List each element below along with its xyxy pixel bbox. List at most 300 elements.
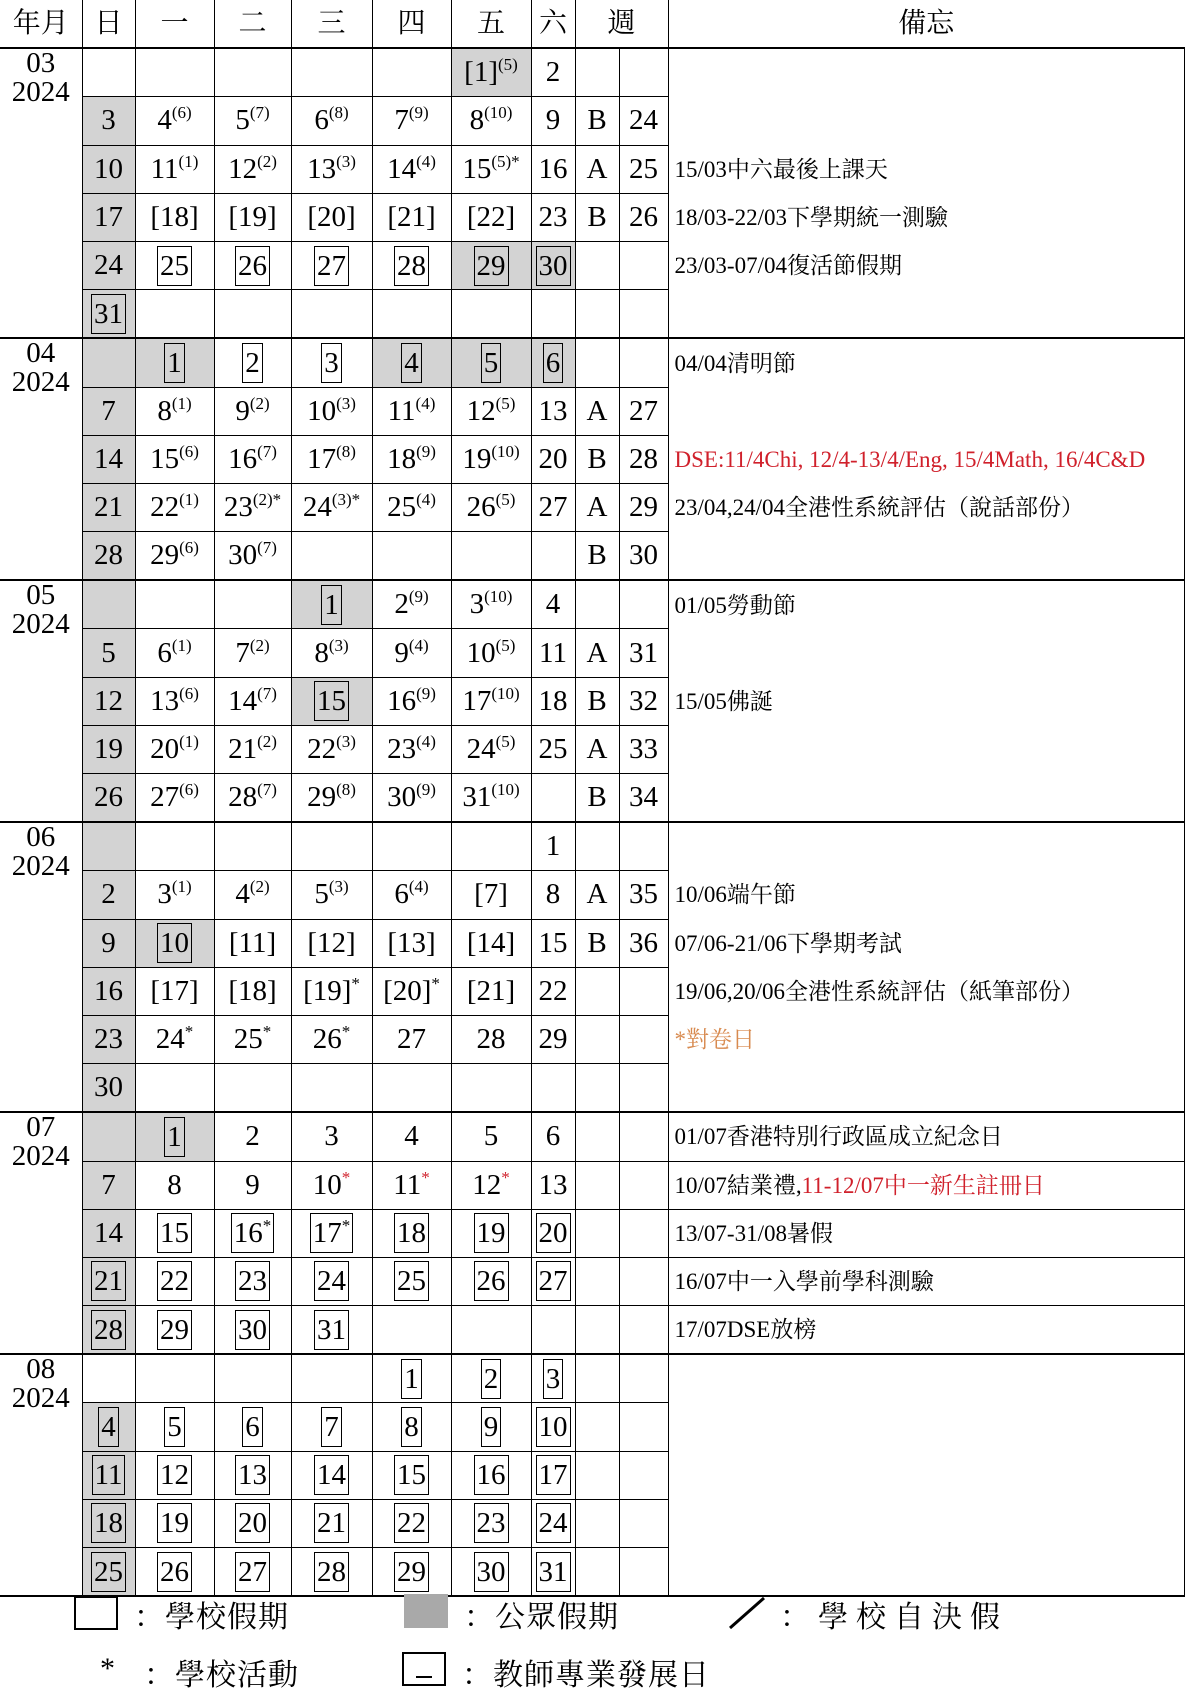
legend-school-discretion-label: ：學校自決假 (780, 1601, 1008, 1634)
activity-mark: * (262, 1022, 272, 1042)
lesson-cycle-day: (7) (257, 780, 277, 800)
holiday-box (231, 1213, 275, 1253)
holiday-box: 3 (543, 1359, 564, 1399)
day-cell (214, 1209, 291, 1257)
holiday-box: 21 (91, 1261, 126, 1301)
lesson-cycle-day: (1) (178, 151, 199, 171)
day-cell (531, 532, 575, 581)
legend-school-holiday-swatch (74, 1596, 118, 1630)
holiday-box: 13 (235, 1455, 270, 1495)
day-number: 24 (155, 1023, 185, 1056)
day-cell (291, 1015, 372, 1063)
lesson-cycle-day: (9) (408, 103, 429, 123)
day-cell (135, 919, 214, 967)
lesson-cycle-day: (4) (408, 877, 429, 897)
day-cell: 17 (82, 193, 135, 241)
holiday-box: 16 (474, 1455, 509, 1495)
holiday-box: 8 (401, 1407, 422, 1447)
memo-cell: 17/07DSE放榜 (668, 1306, 1184, 1355)
lesson-cycle-day: (3)* (331, 489, 361, 509)
day-cell (214, 97, 291, 145)
day-cell: [21] (451, 967, 531, 1015)
week-number: 33 (619, 725, 668, 773)
activity-mark: * (184, 1022, 194, 1042)
lesson-cycle-day: (1) (171, 635, 192, 655)
day-cell (451, 629, 531, 677)
holiday-box: 9 (481, 1407, 502, 1447)
day-cell (82, 1257, 135, 1305)
week-letter (575, 1161, 619, 1209)
day-cell (82, 1451, 135, 1499)
holiday-box: 24 (314, 1261, 349, 1301)
lesson-cycle-day: (2) (257, 151, 277, 171)
day-cell (531, 774, 575, 823)
day-cell (82, 1354, 135, 1403)
day-cell: 4 (531, 580, 575, 629)
month-number: 07 (26, 1111, 56, 1144)
day-cell: 18 (531, 677, 575, 725)
holiday-box: 29 (157, 1310, 192, 1350)
week-row (0, 677, 1184, 725)
week-number: 30 (619, 532, 668, 581)
day-cell: 5 (82, 629, 135, 677)
week-row (0, 1161, 1184, 1209)
day-cell: 23 (531, 193, 575, 241)
holiday-box: 27 (235, 1552, 270, 1592)
day-number: 24 (302, 490, 332, 523)
week-number: 28 (619, 435, 668, 483)
week-number: 24 (619, 97, 668, 145)
lesson-cycle-day: (4) (408, 635, 429, 655)
memo-cell: 23/04,24/04全港性系統評估（說話部份） (668, 483, 1184, 531)
lesson-cycle-day: (10) (491, 441, 520, 461)
holiday-box: 15 (394, 1455, 429, 1495)
week-row (0, 338, 1184, 387)
header-mon: 一 (135, 0, 214, 48)
day-cell: 21 (82, 483, 135, 531)
week-number: 35 (619, 871, 668, 919)
holiday-box: 1 (401, 1359, 422, 1399)
day-cell (82, 338, 135, 387)
lesson-cycle-day: (3) (336, 393, 356, 413)
lesson-cycle-day: (2) (257, 731, 277, 751)
day-cell (214, 290, 291, 339)
day-cell (291, 822, 372, 871)
holiday-box: 25 (394, 1261, 429, 1301)
day-cell (214, 677, 291, 725)
day-cell (531, 1499, 575, 1547)
legend-public-holiday-label: ：公眾假期 (464, 1601, 619, 1634)
week-row (0, 1064, 1184, 1113)
day-number: 12 (466, 394, 496, 427)
day-cell (451, 532, 531, 581)
day-number: 11 (393, 1168, 422, 1201)
header-tue: 二 (214, 0, 291, 48)
holiday-box: 1 (164, 1117, 185, 1157)
holiday-box: 31 (314, 1310, 349, 1350)
week-number: 31 (619, 629, 668, 677)
day-number: 5 (235, 104, 250, 137)
week-letter (575, 1015, 619, 1063)
day-cell (214, 338, 291, 387)
day-cell (135, 290, 214, 339)
lesson-cycle-day: (6) (179, 683, 199, 703)
day-cell (451, 1499, 531, 1547)
day-cell (372, 1354, 451, 1403)
week-row (0, 1257, 1184, 1305)
holiday-box: 28 (91, 1310, 126, 1350)
week-letter: B (575, 193, 619, 241)
holiday-box: 30 (235, 1310, 270, 1350)
day-cell (451, 483, 531, 531)
lesson-cycle-day: (7) (257, 683, 277, 703)
memo-cell: 19/06,20/06全港性系統評估（紙筆部份） (668, 967, 1184, 1015)
holiday-box: 5 (481, 343, 502, 383)
day-cell (214, 241, 291, 289)
day-number: 23 (223, 490, 253, 523)
lesson-cycle-day: (5) (495, 489, 516, 509)
week-row (0, 97, 1184, 145)
day-cell (291, 387, 372, 435)
day-cell (372, 774, 451, 823)
day-cell: 2 (531, 48, 575, 97)
day-cell: 10 (82, 145, 135, 193)
activity-mark: * (351, 973, 360, 993)
memo-cell (668, 532, 1184, 581)
header-fri: 五 (451, 0, 531, 48)
week-row (0, 1354, 1184, 1403)
week-number (619, 1403, 668, 1451)
week-row (0, 193, 1184, 241)
day-number: 3 (157, 878, 172, 911)
week-row (0, 822, 1184, 871)
day-cell (291, 241, 372, 289)
week-row (0, 145, 1184, 193)
lesson-cycle-day: (1) (171, 393, 192, 413)
day-number: 17 (462, 684, 492, 717)
week-letter (575, 1306, 619, 1355)
holiday-box: 4 (401, 343, 422, 383)
day-cell: 9 (531, 97, 575, 145)
day-cell (135, 145, 214, 193)
day-cell (291, 1499, 372, 1547)
holiday-box: 4 (98, 1407, 119, 1447)
lesson-cycle-day: (1) (171, 877, 192, 897)
month-number: 06 (26, 821, 56, 854)
lesson-cycle-day: (9) (416, 780, 436, 800)
lesson-cycle-day: (8) (336, 780, 356, 800)
day-cell (135, 1257, 214, 1305)
day-cell (451, 435, 531, 483)
day-number: 9 (394, 636, 409, 669)
day-cell (82, 1306, 135, 1355)
holiday-box: 26 (157, 1552, 192, 1592)
holiday-box: 30 (474, 1552, 509, 1592)
day-number: 2 (394, 588, 409, 621)
week-row (0, 629, 1184, 677)
week-row (0, 532, 1184, 581)
month-number: 08 (26, 1353, 56, 1386)
holiday-box: 25 (157, 246, 192, 286)
day-cell (82, 1403, 135, 1451)
holiday-box: 12 (157, 1455, 192, 1495)
holiday-box: 27 (536, 1261, 571, 1301)
memo-text: 10/07結業禮, (674, 1172, 802, 1198)
day-cell (451, 1451, 531, 1499)
holiday-box: 15 (157, 1213, 192, 1253)
day-number: 29 (307, 781, 337, 814)
week-letter (575, 1209, 619, 1257)
week-letter: A (575, 629, 619, 677)
lesson-cycle-day: (4) (416, 731, 436, 751)
day-cell (451, 1161, 531, 1209)
holiday-box: 17 (536, 1455, 571, 1495)
day-cell: 7 (82, 1161, 135, 1209)
day-cell (135, 48, 214, 97)
day-cell (135, 1403, 214, 1451)
day-cell: 25 (531, 725, 575, 773)
header-sat: 六 (531, 0, 575, 48)
week-number (619, 1451, 668, 1499)
day-number: 14 (387, 152, 417, 185)
day-cell: 8 (135, 1161, 214, 1209)
day-cell: 22 (531, 967, 575, 1015)
day-number: 16 (228, 442, 258, 475)
day-number: [1] (464, 56, 498, 89)
day-cell: 23 (82, 1015, 135, 1063)
day-number: 4 (157, 104, 172, 137)
day-cell: 24 (82, 241, 135, 289)
lesson-cycle-day: (1) (179, 489, 199, 509)
day-cell (291, 774, 372, 823)
lesson-cycle-day: (10) (491, 780, 520, 800)
day-cell (291, 1403, 372, 1451)
day-cell (372, 725, 451, 773)
holiday-box: 19 (157, 1503, 192, 1543)
holiday-box: 19 (474, 1213, 509, 1253)
week-letter (575, 1499, 619, 1547)
day-cell: 30 (82, 1064, 135, 1113)
week-letter: A (575, 725, 619, 773)
day-cell: 27 (531, 483, 575, 531)
day-cell: 3 (291, 1112, 372, 1161)
month-number: 03 (26, 47, 56, 80)
day-number: 9 (235, 394, 250, 427)
legend-school-activity-label: ：學校活動 (144, 1659, 299, 1692)
week-letter: A (575, 871, 619, 919)
day-number: 16 (233, 1217, 263, 1250)
day-cell (135, 97, 214, 145)
day-cell (372, 532, 451, 581)
day-cell (214, 871, 291, 919)
holiday-box: 14 (314, 1455, 349, 1495)
week-row (0, 48, 1184, 97)
day-cell (451, 677, 531, 725)
week-row (0, 387, 1184, 435)
week-number: 32 (619, 677, 668, 725)
holiday-box (310, 1213, 354, 1253)
memo-cell (668, 1064, 1184, 1113)
day-number: 30 (387, 781, 417, 814)
week-number (619, 1064, 668, 1113)
day-cell (214, 1451, 291, 1499)
day-number: 8 (469, 104, 485, 137)
day-cell: 16 (82, 967, 135, 1015)
day-number: 30 (228, 539, 258, 572)
legend-public-holiday-swatch (404, 1594, 448, 1628)
day-cell (451, 1354, 531, 1403)
month-year: 2024 (11, 1382, 70, 1415)
day-cell: [7] (451, 871, 531, 919)
week-letter (575, 822, 619, 871)
day-cell (451, 387, 531, 435)
day-cell (291, 97, 372, 145)
memo-cell (668, 1354, 1184, 1403)
day-number: 31 (462, 781, 492, 814)
day-number: 29 (150, 539, 180, 572)
day-number: 15 (150, 442, 180, 475)
week-row (0, 1209, 1184, 1257)
month-label (0, 580, 82, 822)
day-cell (135, 338, 214, 387)
day-cell (214, 1354, 291, 1403)
day-number: 7 (235, 636, 250, 669)
week-number: 29 (619, 483, 668, 531)
day-cell (135, 580, 214, 629)
day-cell (451, 774, 531, 823)
lesson-cycle-day: (1) (179, 731, 199, 751)
memo-cell (668, 48, 1184, 97)
holiday-box: 23 (235, 1261, 270, 1301)
week-letter (575, 290, 619, 339)
lesson-cycle-day: (7) (249, 103, 270, 123)
header-memo: 備忘 (668, 0, 1184, 48)
holiday-box: 31 (536, 1552, 571, 1592)
day-cell (214, 774, 291, 823)
day-cell (451, 822, 531, 871)
day-cell (214, 725, 291, 773)
day-number: 28 (228, 781, 258, 814)
day-number: 21 (228, 732, 258, 765)
day-cell (372, 1451, 451, 1499)
day-cell: 27 (372, 1015, 451, 1063)
lesson-cycle-day: (10) (491, 683, 520, 703)
week-letter: B (575, 919, 619, 967)
month-label (0, 822, 82, 1112)
month-year: 2024 (11, 1140, 70, 1173)
day-cell: 14 (82, 1209, 135, 1257)
memo-cell: 15/03中六最後上課天 (668, 145, 1184, 193)
holiday-box: 18 (394, 1213, 429, 1253)
day-number: 25 (387, 490, 417, 523)
day-cell (135, 1354, 214, 1403)
day-cell (291, 1161, 372, 1209)
month-number: 05 (26, 579, 56, 612)
day-cell: 14 (82, 435, 135, 483)
day-cell (291, 1306, 372, 1355)
lesson-cycle-day: (5) (495, 635, 516, 655)
holiday-box: 22 (157, 1261, 192, 1301)
week-number: 34 (619, 774, 668, 823)
day-number: 25 (233, 1023, 263, 1056)
memo-cell: 10/06端午節 (668, 871, 1184, 919)
day-cell: 8 (531, 871, 575, 919)
lesson-cycle-day: (8) (328, 103, 349, 123)
day-cell: 29 (531, 1015, 575, 1063)
week-number: 26 (619, 193, 668, 241)
day-cell: 11 (531, 629, 575, 677)
holiday-box: 5 (164, 1407, 185, 1447)
day-cell (451, 1209, 531, 1257)
day-cell (372, 241, 451, 289)
week-number (619, 48, 668, 97)
holiday-box: 10 (157, 923, 192, 963)
week-letter: B (575, 97, 619, 145)
week-number (619, 1257, 668, 1305)
day-cell (291, 677, 372, 725)
week-letter (575, 1112, 619, 1161)
day-cell: 3 (82, 97, 135, 145)
holiday-box: 1 (321, 585, 342, 625)
memo-cell: 07/06-21/06下學期考試 (668, 919, 1184, 967)
lesson-cycle-day: (3) (328, 635, 349, 655)
week-number (619, 1015, 668, 1063)
memo-cell (668, 774, 1184, 823)
memo-cell: 01/07香港特別行政區成立紀念日 (668, 1112, 1184, 1161)
day-number: 3 (469, 588, 485, 621)
week-letter (575, 1354, 619, 1403)
day-number: 16 (387, 684, 417, 717)
day-cell (291, 580, 372, 629)
day-cell (214, 435, 291, 483)
day-cell (451, 97, 531, 145)
week-number (619, 1306, 668, 1355)
day-cell (82, 1499, 135, 1547)
month-year: 2024 (11, 76, 70, 109)
day-number: 12 (228, 152, 258, 185)
lesson-cycle-day: (7) (257, 538, 277, 558)
week-row (0, 774, 1184, 823)
day-cell: 20 (531, 435, 575, 483)
lesson-cycle-day: (8) (336, 441, 356, 461)
day-cell (372, 145, 451, 193)
lesson-cycle-day: (4) (416, 151, 436, 171)
day-cell (214, 145, 291, 193)
day-number: 13 (150, 684, 180, 717)
holiday-box: 27 (314, 246, 349, 286)
month-number: 04 (26, 337, 56, 370)
week-number (619, 1161, 668, 1209)
day-cell (135, 532, 214, 581)
holiday-box: 25 (91, 1552, 126, 1592)
day-cell: 9 (82, 919, 135, 967)
month-label (0, 1354, 82, 1596)
holiday-box: 20 (235, 1503, 270, 1543)
day-cell (372, 1161, 451, 1209)
week-number (619, 241, 668, 289)
activity-mark: * (421, 1167, 430, 1187)
day-cell (291, 1354, 372, 1403)
day-cell (214, 48, 291, 97)
day-cell (372, 1499, 451, 1547)
day-cell (82, 290, 135, 339)
day-cell (135, 871, 214, 919)
day-cell: 28 (82, 532, 135, 581)
day-cell (531, 1306, 575, 1355)
memo-cell: 01/05勞動節 (668, 580, 1184, 629)
day-cell (214, 483, 291, 531)
memo-cell (668, 97, 1184, 145)
